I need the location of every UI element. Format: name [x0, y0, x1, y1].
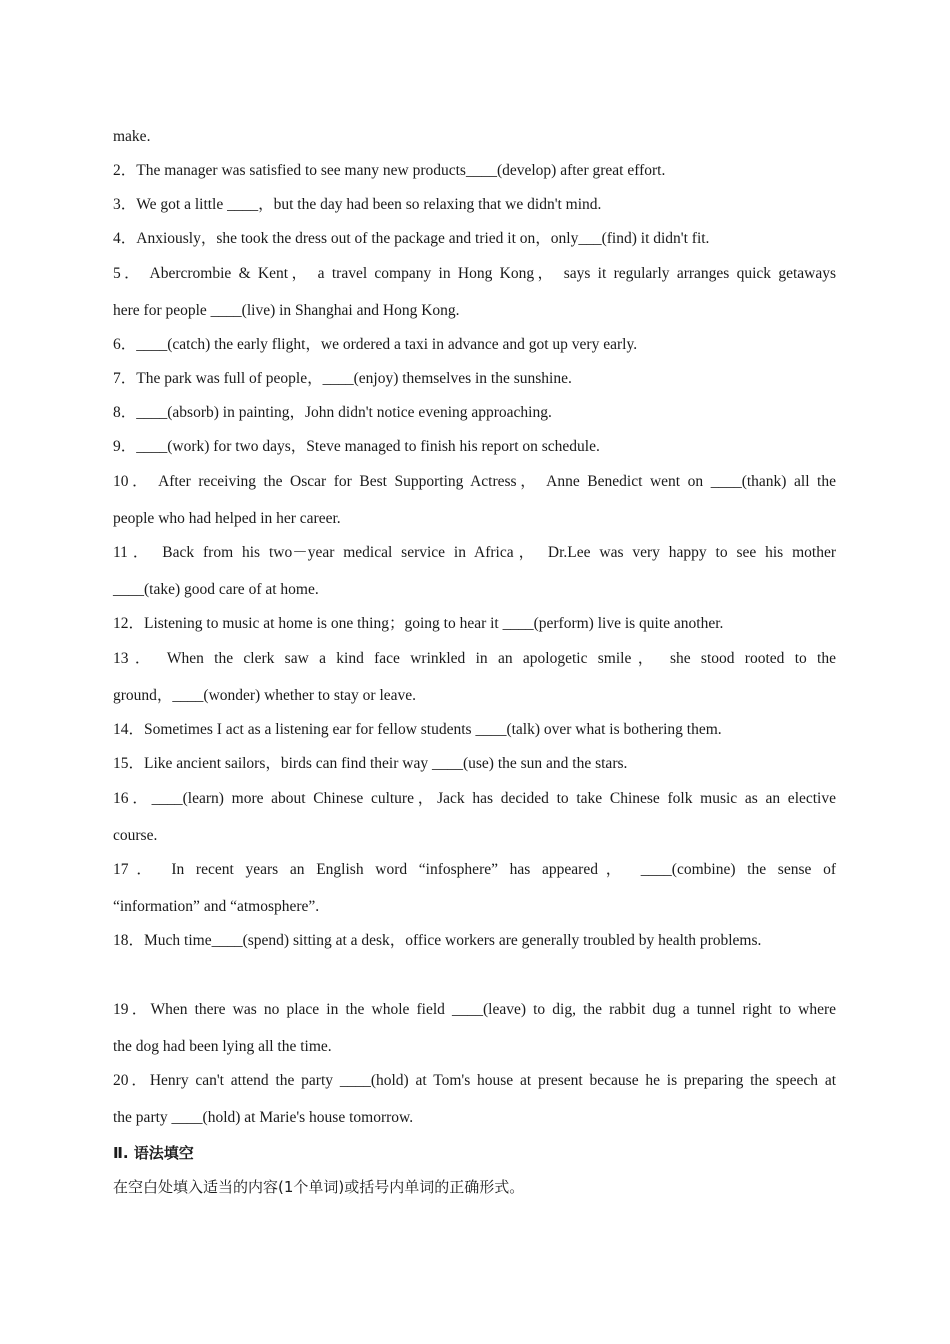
exercise-item-5: 5． Abercrombie & Kent， a travel company in Hong Kong， says it regularly arranges quick getaways — [113, 265, 836, 282]
exercise-item-8: 8．____(absorb) in painting，John didn't notice evening approaching. — [113, 404, 552, 421]
exercise-item-17-cont: “information” and “atmosphere”. — [113, 898, 320, 915]
exercise-item-4: 4．Anxiously，she took the dress out of the package and tried it on，only___(find) it didn't fit. — [113, 230, 710, 247]
exercise-item-13: 13． When the clerk saw a kind face wrinkled in an apologetic smile， she stood rooted to the — [113, 650, 836, 667]
exercise-item-15: 15．Like ancient sailors，birds can find their way ____(use) the sun and the stars. — [113, 755, 628, 772]
exercise-item-3: 3．We got a little ____，but the day had been so relaxing that we didn't mind. — [113, 196, 602, 213]
exercise-item-2: 2．The manager was satisfied to see many new products____(develop) after great effort. — [113, 162, 666, 179]
exercise-item-16-cont: course. — [113, 827, 158, 844]
exercise-item-20: 20．Henry can't attend the party ____(hold) at Tom's house at present because he is preparing the speech at — [113, 1072, 836, 1089]
exercise-item-17: 17． In recent years an English word “infosphere” has appeared， ____(combine) the sense of — [113, 861, 836, 878]
exercise-item-11-cont: ____(take) good care of at home. — [113, 581, 319, 598]
exercise-item-16: 16．____(learn) more about Chinese culture，Jack has decided to take Chinese folk music as an elective — [113, 790, 836, 807]
text-line: make. — [113, 128, 151, 145]
exercise-item-12: 12．Listening to music at home is one thing；going to hear it ____(perform) live is quite another. — [113, 615, 724, 632]
exercise-item-14: 14．Sometimes I act as a listening ear for fellow students ____(talk) over what is bothering them. — [113, 721, 722, 738]
exercise-item-6: 6．____(catch) the early flight，we ordered a taxi in advance and got up very early. — [113, 336, 638, 353]
exercise-item-20-cont: the party ____(hold) at Marie's house tomorrow. — [113, 1109, 414, 1126]
exercise-item-9: 9．____(work) for two days，Steve managed to finish his report on schedule. — [113, 438, 600, 455]
exercise-item-18: 18．Much time____(spend) sitting at a desk，office workers are generally troubled by health problems. — [113, 932, 762, 949]
exercise-item-13-cont: ground，____(wonder) whether to stay or leave. — [113, 687, 417, 704]
section-heading: Ⅱ. 语法填空 — [113, 1144, 194, 1162]
exercise-item-7: 7．The park was full of people，____(enjoy) themselves in the sunshine. — [113, 370, 572, 387]
section-instruction: 在空白处填入适当的内容(1个单词)或括号内单词的正确形式。 — [113, 1178, 525, 1196]
exercise-item-11: 11． Back from his two－year medical service in Africa， Dr.Lee was very happy to see his mother — [113, 544, 836, 561]
exercise-item-5-cont: here for people ____(live) in Shanghai and Hong Kong. — [113, 302, 460, 319]
exercise-item-19: 19．When there was no place in the whole field ____(leave) to dig, the rabbit dug a tunnel right to where — [113, 1001, 836, 1018]
exercise-item-10: 10． After receiving the Oscar for Best Supporting Actress， Anne Benedict went on ____(thank) all the — [113, 473, 836, 490]
exercise-item-19-cont: the dog had been lying all the time. — [113, 1038, 332, 1055]
exercise-item-10-cont: people who had helped in her career. — [113, 510, 341, 527]
